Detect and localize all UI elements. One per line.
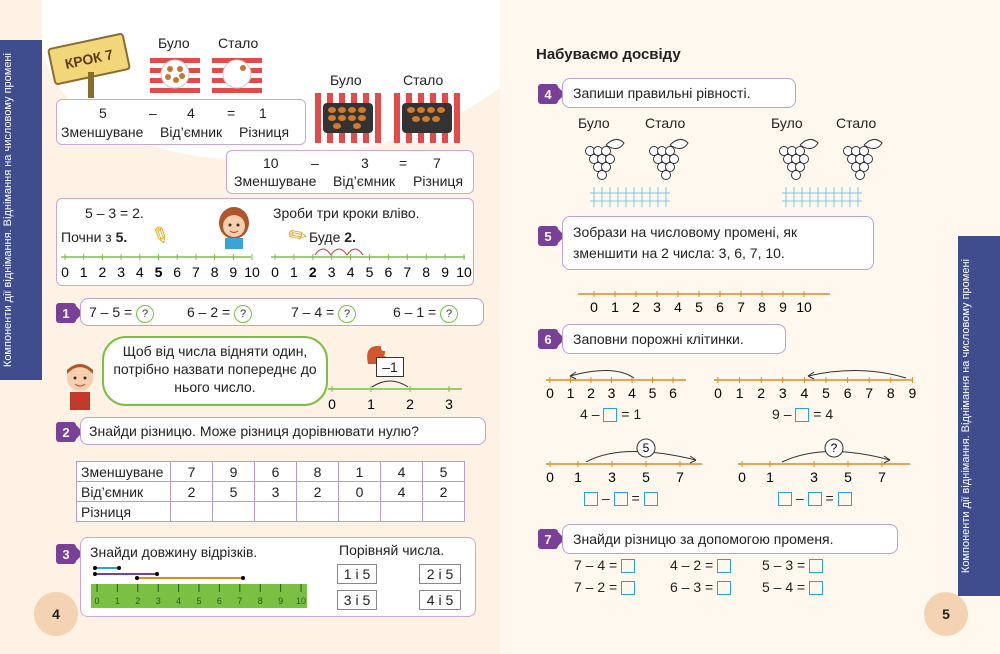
tick-label: 3	[117, 264, 125, 280]
tick-label: 5	[642, 469, 650, 485]
answer-square[interactable]	[809, 559, 823, 573]
tick-label: 0	[271, 264, 279, 280]
tick-label: 1	[79, 264, 88, 280]
row-label: Різниця	[77, 502, 171, 522]
tick-label: 6	[716, 299, 724, 315]
ex6-line-c	[542, 436, 712, 488]
row-label: Зменшуване	[77, 462, 171, 482]
ex1-item-2: 6 – 2 = ?	[187, 304, 252, 323]
left-sidebar: Компоненти дії віднімання. Віднімання на числовому промені	[0, 40, 42, 380]
table-row	[77, 482, 465, 502]
eq2-eq: =	[399, 155, 408, 171]
tick-label: 2	[98, 264, 107, 280]
answer-cell[interactable]	[339, 502, 381, 522]
tick-label: 1	[566, 385, 575, 401]
counting-grid[interactable]	[782, 187, 862, 207]
tick-label: 5	[695, 299, 703, 315]
tick-label: 2	[587, 385, 595, 401]
plate-one-cookie-image	[212, 55, 262, 93]
tick-label: 8	[210, 264, 219, 280]
exercise-5-number: 5	[538, 226, 558, 246]
compare-box-2[interactable]: 2 і 5	[419, 564, 461, 584]
right-page	[500, 0, 1000, 654]
tick-label: 5	[844, 469, 852, 485]
cell: 5	[213, 482, 255, 502]
example-expression: 5 – 3 = 2.	[85, 205, 144, 221]
plate-cookies-image	[150, 55, 200, 93]
ex6-line-b	[710, 362, 916, 404]
eq2-result: 7	[433, 155, 441, 171]
section-heading: Набуваємо досвіду	[536, 46, 681, 63]
tick-label: 1	[735, 385, 744, 401]
exercise-5-box	[562, 216, 874, 270]
eq2-minuend: 10	[263, 155, 279, 171]
answer-cell[interactable]	[423, 502, 465, 522]
stalo-label-4: Стало	[836, 115, 877, 131]
cell: 2	[423, 482, 465, 502]
ex3-compare: Порівняй числа.	[339, 542, 445, 558]
tick-label: 2	[308, 264, 317, 280]
segments-and-ruler	[91, 564, 307, 610]
answer-circle[interactable]: ?	[136, 305, 154, 323]
tick-label: 4	[628, 385, 636, 401]
cell: 3	[255, 482, 297, 502]
stalo-label-2: Стало	[403, 72, 444, 88]
bulo-label-4: Було	[771, 115, 803, 131]
exercise-3-box	[80, 537, 476, 617]
tick-label: 0	[738, 469, 746, 485]
tick-label: 3	[608, 469, 616, 485]
tick-label: 0	[714, 385, 722, 401]
cell: 8	[297, 462, 339, 482]
answer-cell[interactable]	[381, 502, 423, 522]
tick-label: 9	[908, 385, 916, 401]
exercise-6-number: 6	[538, 329, 558, 349]
ruler-label: 0	[94, 596, 100, 606]
eq1-subtrahend: 4	[187, 105, 195, 121]
eq1-op: –	[149, 105, 157, 121]
tray-seven-pastries-image	[394, 93, 460, 143]
exercise-1-box	[80, 298, 484, 326]
exercise-7-number: 7	[538, 529, 558, 549]
cell: 4	[381, 462, 423, 482]
eq1-term-subtrahend: Від’ємник	[160, 124, 223, 140]
cell: 2	[297, 482, 339, 502]
ruler-label: 2	[135, 596, 141, 606]
eq1-term-difference: Різниця	[239, 124, 290, 140]
grapes-icon	[650, 139, 689, 179]
ex1-item-3: 7 – 4 = ?	[291, 304, 356, 323]
answer-square[interactable]	[614, 492, 628, 506]
eq2-op: –	[311, 155, 319, 171]
compare-box-4[interactable]: 4 і 5	[419, 590, 461, 610]
tick-label: 6	[173, 264, 182, 280]
answer-square[interactable]	[838, 492, 852, 506]
sign-post	[88, 72, 94, 98]
equation-box-2	[226, 150, 474, 194]
ex7-item-1: 7 – 4 =	[574, 557, 635, 573]
ex7-item-5: 6 – 3 =	[670, 579, 731, 595]
tick-label: 1	[367, 396, 375, 411]
speech-bubble: Щоб від числа відняти один, потрібно назвати попереднє до нього число.	[102, 336, 328, 406]
answer-cell[interactable]	[171, 502, 213, 522]
answer-cell[interactable]	[213, 502, 255, 522]
answer-square[interactable]	[808, 492, 822, 506]
tick-label: 6	[843, 385, 852, 401]
tick-label: 0	[590, 299, 598, 315]
bulo-label: Було	[158, 35, 190, 51]
tick-label: 7	[878, 469, 886, 485]
table-row	[77, 462, 465, 482]
answer-square[interactable]	[795, 408, 809, 422]
tick-label: 8	[886, 385, 895, 401]
pencil-icon-2: ✎	[283, 220, 313, 252]
tick-label: 2	[757, 385, 766, 401]
ex7-item-3: 5 – 3 =	[762, 557, 823, 573]
eq2-term-subtrahend: Від’ємник	[333, 173, 396, 189]
answer-square[interactable]	[717, 559, 731, 573]
ex6-eq-c: – =	[584, 490, 658, 506]
tick-label: 4	[800, 385, 809, 401]
compare-box-1[interactable]: 1 і 5	[337, 564, 377, 584]
ex6-eq-b: 9 – = 4	[772, 406, 834, 422]
answer-square[interactable]	[621, 581, 635, 595]
tick-label: 10	[796, 299, 812, 315]
cell: 5	[423, 462, 465, 482]
tick-label: 5	[648, 385, 657, 401]
tick-label: 3	[327, 264, 336, 280]
page-number-left: 4	[34, 592, 78, 636]
answer-square[interactable]	[778, 492, 792, 506]
eq1-term-minuend: Зменшуване	[61, 124, 144, 140]
tick-label: 1	[766, 469, 774, 485]
minus-one-label: –1	[376, 357, 404, 377]
ruler-label: 9	[278, 596, 284, 606]
tick-label: 1	[611, 299, 619, 315]
ex7-item-4: 7 – 2 =	[574, 579, 635, 595]
eq2-term-minuend: Зменшуване	[234, 173, 317, 189]
tick-label: 1	[290, 264, 298, 280]
tick-label: 7	[865, 385, 874, 401]
answer-square[interactable]	[717, 581, 731, 595]
tick-label: 9	[441, 264, 449, 280]
exercise-6-box: Заповни порожні клітинки.	[562, 324, 786, 354]
cell: 1	[339, 462, 381, 482]
tick-label: 4	[346, 264, 355, 280]
pencil-icon: ✎	[146, 220, 175, 251]
ruler-label: 1	[114, 596, 120, 606]
tick-label: 0	[546, 469, 554, 485]
eq1-eq: =	[227, 105, 236, 121]
exercise-2-number: 2	[56, 422, 76, 442]
boy-avatar	[62, 360, 98, 410]
bulo-label-2: Було	[330, 72, 362, 88]
cell: 6	[255, 462, 297, 482]
compare-box-3[interactable]: 3 і 5	[337, 590, 377, 610]
tick-label: 7	[192, 264, 200, 280]
row-label: Від’ємник	[77, 482, 171, 502]
stalo-label: Стало	[218, 35, 259, 51]
ruler-label: 5	[196, 596, 202, 606]
eq1-minuend: 5	[99, 105, 107, 121]
example-instruction: Зроби три кроки вліво.	[273, 205, 420, 221]
cell: 0	[339, 482, 381, 502]
answer-square[interactable]	[584, 492, 598, 506]
tick-label: 6	[669, 385, 677, 401]
ex6-eq-d: – =	[778, 490, 852, 506]
example-result-text: Буде 2.	[309, 229, 356, 245]
tick-label: 5	[154, 264, 163, 280]
grapes-icon	[780, 139, 819, 179]
grapes-images	[574, 135, 904, 210]
answer-square[interactable]	[809, 581, 823, 595]
small-number-line	[326, 375, 466, 411]
exercise-4-number: 4	[538, 84, 558, 104]
tick-label: 8	[422, 264, 431, 280]
ruler-label: 10	[295, 596, 307, 606]
ruler-label: 3	[155, 596, 161, 606]
example-number-lines	[57, 243, 473, 283]
ex5-line1: Зобрази на числовому промені, як	[573, 224, 798, 240]
ex7-item-6: 5 – 4 =	[762, 579, 823, 595]
circle-label: ?	[830, 441, 838, 455]
answer-circle[interactable]: ?	[234, 305, 252, 323]
ex7-item-2: 4 – 2 =	[670, 557, 731, 573]
tick-label: 9	[779, 299, 787, 315]
tick-label: 10	[456, 264, 472, 280]
tick-label: 7	[737, 299, 745, 315]
tick-label: 7	[403, 264, 412, 280]
ruler-label: 6	[216, 596, 222, 606]
grapes-icon	[586, 139, 625, 179]
tick-label: 0	[546, 385, 554, 401]
tick-label: 4	[135, 264, 144, 280]
tick-label: 3	[445, 396, 453, 411]
ex1-item-1: 7 – 5 = ?	[89, 304, 154, 323]
ex6-line-d	[734, 436, 914, 488]
eq2-term-difference: Різниця	[413, 173, 464, 189]
tick-label: 1	[574, 469, 582, 485]
ex5-number-line[interactable]	[576, 286, 836, 322]
ex3-text: Знайди довжину відрізків.	[90, 544, 258, 560]
ruler-label: 8	[257, 596, 263, 606]
answer-square[interactable]	[603, 408, 617, 422]
ex6-line-a	[542, 362, 702, 404]
right-sidebar: Компоненти дії віднімання. Віднімання на числовому промені	[958, 236, 1000, 596]
counting-grid[interactable]	[590, 187, 670, 207]
tick-label: 2	[632, 299, 640, 315]
grapes-icon	[844, 139, 883, 179]
tick-label: 10	[244, 264, 260, 280]
answer-circle[interactable]: ?	[440, 305, 458, 323]
exercise-3-number: 3	[56, 544, 76, 564]
ex6-eq-a: 4 – = 1	[580, 406, 642, 422]
answer-square[interactable]	[621, 559, 635, 573]
cell: 2	[171, 482, 213, 502]
exercise-4-box: Запиши правильні рівності.	[562, 78, 796, 108]
circle-label: 5	[642, 441, 650, 455]
tick-label: 8	[758, 299, 766, 315]
tick-label: 2	[406, 396, 414, 411]
exercise-7-box: Знайди різницю за допомогою променя.	[562, 524, 898, 554]
answer-circle[interactable]: ?	[338, 305, 356, 323]
tick-label: 3	[653, 299, 661, 315]
exercise-1-number: 1	[56, 303, 76, 323]
tick-label: 3	[778, 385, 787, 401]
cell: 7	[171, 462, 213, 482]
eq2-subtrahend: 3	[361, 155, 369, 171]
example-start-text: Почни з 5.	[61, 229, 128, 245]
example-box	[56, 198, 474, 286]
tick-label: 3	[607, 385, 616, 401]
exercise-2-box: Знайди різницю. Може різниця дорівнювати нулю?	[80, 417, 486, 445]
tick-label: 0	[61, 264, 69, 280]
tick-label: 3	[810, 469, 818, 485]
cell: 9	[213, 462, 255, 482]
krok-sign: КРОК 7	[47, 32, 131, 85]
bulo-label-3: Було	[578, 115, 610, 131]
tick-label: 7	[676, 469, 684, 485]
tray-ten-pastries-image	[315, 93, 381, 143]
ex1-item-4: 6 – 1 = ?	[393, 304, 458, 323]
tick-label: 0	[328, 396, 336, 411]
cell: 4	[381, 482, 423, 502]
tick-label: 9	[229, 264, 238, 280]
ex5-line2: зменшити на 2 числа: 3, 6, 7, 10.	[573, 245, 785, 261]
tick-label: 5	[822, 385, 830, 401]
answer-cell[interactable]	[255, 502, 297, 522]
tick-label: 6	[384, 264, 393, 280]
equation-box-1	[56, 99, 306, 145]
difference-table	[76, 461, 465, 522]
stalo-label-3: Стало	[645, 115, 686, 131]
ruler-label: 4	[176, 596, 182, 606]
answer-square[interactable]	[644, 492, 658, 506]
tick-label: 4	[674, 299, 682, 315]
table-row	[77, 502, 465, 522]
ruler-label: 7	[237, 596, 243, 606]
tick-label: 5	[365, 264, 374, 280]
eq1-result: 1	[259, 105, 267, 121]
answer-cell[interactable]	[297, 502, 339, 522]
page-number-right: 5	[924, 592, 968, 636]
